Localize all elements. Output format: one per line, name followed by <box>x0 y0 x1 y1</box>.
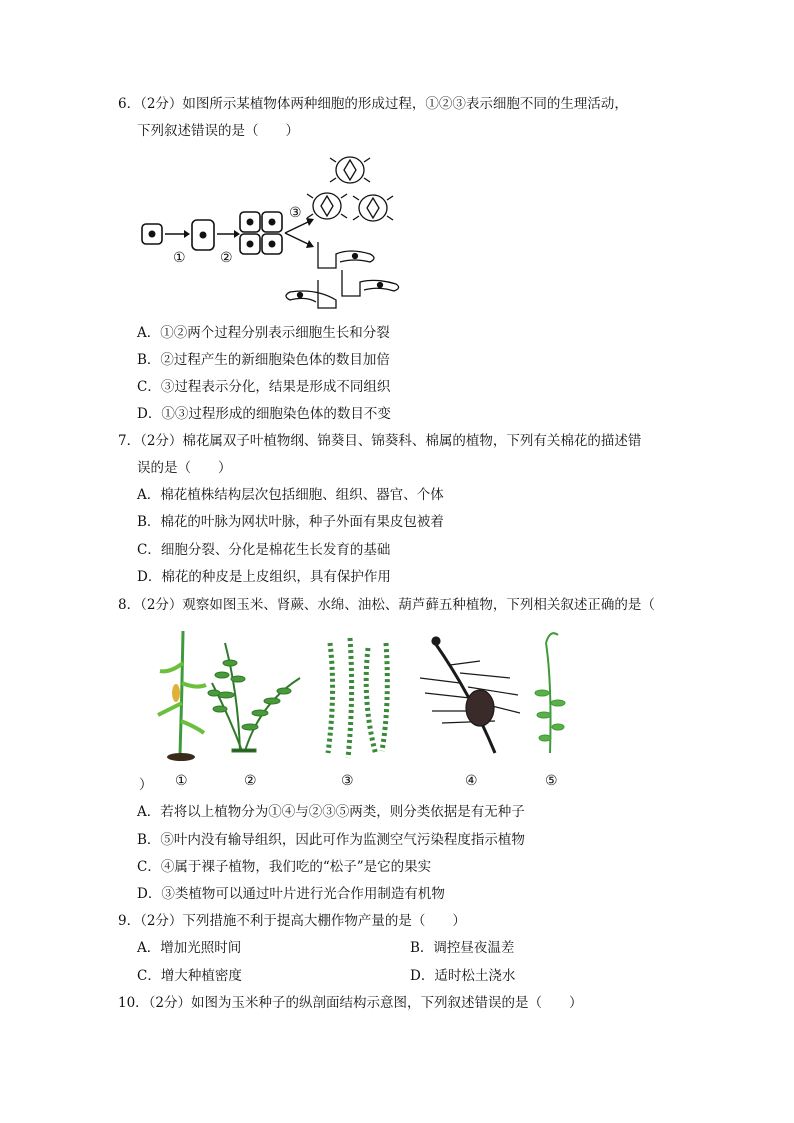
fig8-label-4: ④ <box>465 773 478 789</box>
q9-option-a: A．增加光照时间 <box>137 940 242 956</box>
q7-option-d: D．棉花的种皮是上皮组织，具有保护作用 <box>137 569 391 585</box>
fern-plant-image <box>208 643 300 752</box>
q7-stem-line2: 误的是（ ） <box>137 460 232 476</box>
q6-option-d: D．①③过程形成的细胞染色体的数目不变 <box>137 406 391 422</box>
q6-option-c: C．③过程表示分化，结果是形成不同组织 <box>137 379 391 395</box>
fig8-label-2: ② <box>244 773 257 789</box>
q6-stem-line2: 下列叙述错误的是（ ） <box>137 123 299 139</box>
pine-branch-image <box>420 637 520 753</box>
q9-option-d: D．适时松土浇水 <box>410 968 516 984</box>
q10-stem-line1: 10．（2分）如图为玉米种子的纵剖面结构示意图，下列叙述错误的是（ ） <box>118 995 583 1011</box>
fig6-label-1: ① <box>173 250 186 266</box>
q8-option-b: B．⑤叶内没有输导组织，因此可作为监测空气污染程度指示植物 <box>137 832 525 848</box>
fig8-label-5: ⑤ <box>545 773 558 789</box>
fig6-label-3: ③ <box>289 205 302 221</box>
spirogyra-image <box>328 638 387 758</box>
fig6-label-2: ② <box>220 250 233 266</box>
q6-option-b: B．②过程产生的新细胞染色体的数目加倍 <box>137 352 390 368</box>
q8-stem-close: ） <box>139 777 153 793</box>
q8-stem-line1: 8．（2分）观察如图玉米、肾蕨、水绵、油松、葫芦藓五种植物，下列相关叙述正确的是（ <box>118 597 655 613</box>
q6-option-a: A．①②两个过程分别表示细胞生长和分裂 <box>137 325 390 341</box>
q8-option-c: C．④属于裸子植物，我们吃的“松子”是它的果实 <box>137 859 432 875</box>
q9-stem-line1: 9．（2分）下列措施不利于提高大棚作物产量的是（ ） <box>118 913 466 929</box>
q7-option-a: A．棉花植株结构层次包括细胞、组织、器官、个体 <box>137 487 444 503</box>
q8-option-d: D．③类植物可以通过叶片进行光合作用制造有机物 <box>137 886 445 902</box>
q7-option-c: C．细胞分裂、分化是棉花生长发育的基础 <box>137 542 391 558</box>
q6-stem-line1: 6．（2分）如图所示某植物体两种细胞的形成过程，①②③表示细胞不同的生理活动， <box>118 96 628 112</box>
q7-stem-line1: 7．（2分）棉花属双子叶植物纲、锦葵目、锦葵科、棉属的植物，下列有关棉花的描述错 <box>118 433 642 449</box>
fig8-label-3: ③ <box>341 773 354 789</box>
moss-plant-image <box>535 633 565 753</box>
corn-plant-image <box>158 631 206 761</box>
q9-option-c: C．增大种植密度 <box>137 968 242 984</box>
fig8-label-1: ① <box>175 773 188 789</box>
cell-division-figure <box>140 150 410 315</box>
q7-option-b: B．棉花的叶脉为网状叶脉，种子外面有果皮包被着 <box>137 514 444 530</box>
q8-option-a: A．若将以上植物分为①④与②③⑤两类，则分类依据是有无种子 <box>137 804 525 820</box>
five-plants-figure <box>150 623 580 763</box>
q9-option-b: B．调控昼夜温差 <box>410 940 515 956</box>
